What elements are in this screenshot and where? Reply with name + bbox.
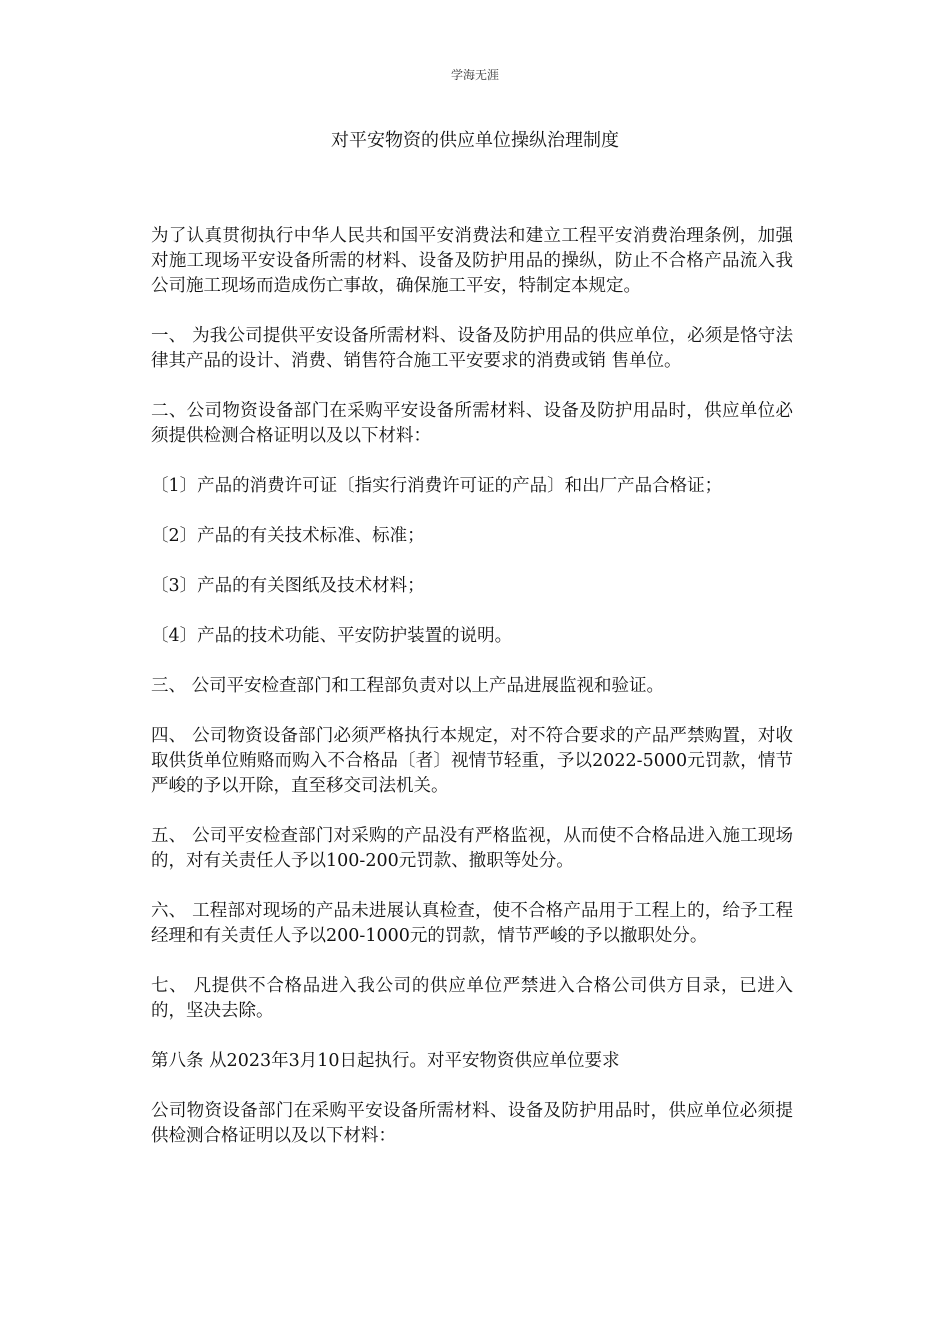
clause-2-item-4: 〔4〕产品的技术功能、平安防护装置的说明。 <box>151 626 513 646</box>
clause-2-item-3: 〔3〕产品的有关图纸及技术材料； <box>151 576 425 596</box>
document-body <box>151 224 793 1174</box>
clause-1: 一、 为我公司提供平安设备所需材料、设备及防护用品的供应单位，必须是恪守法律其产品的设计、消费、销售符合施工平安要求的消费或销 售单位。 <box>151 326 793 371</box>
document-title: 对平安物资的供应单位操纵治理制度 <box>331 130 619 151</box>
clause-3: 三、 公司平安检查部门和工程部负责对以上产品进展监视和验证。 <box>151 676 665 696</box>
clause-7: 七、 凡提供不合格品进入我公司的供应单位严禁进入合格公司供方目录，已进入的，坚决去除。 <box>151 976 793 1021</box>
clause-2-item-2: 〔2〕产品的有关技术标准、标准； <box>151 526 425 546</box>
clause-8: 第八条 从2023年3月10日起执行。对平安物资供应单位要求 <box>151 1051 620 1071</box>
page-header: 学海无涯 <box>450 68 499 82</box>
clause-2-item-1: 〔1〕产品的消费许可证〔指实行消费许可证的产品〕和出厂产品合格证； <box>151 476 723 496</box>
closing-paragraph: 公司物资设备部门在采购平安设备所需材料、设备及防护用品时，供应单位必须提供检测合格证明以及以下材料： <box>151 1101 793 1146</box>
clause-5: 五、 公司平安检查部门对采购的产品没有严格监视，从而使不合格品进入施工现场的，对有关责任人予以100-200元罚款、撤职等处分。 <box>151 826 793 871</box>
clause-4: 四、 公司物资设备部门必须严格执行本规定，对不符合要求的产品严禁购置，对收取供货单位贿赂而购入不合格品〔者〕视情节轻重，予以2022-5000元罚款，情节严峻的予以开除，直至移交司法机关。 <box>151 726 793 796</box>
clause-6: 六、 工程部对现场的产品未进展认真检查，使不合格产品用于工程上的，给予工程经理和有关责任人予以200-1000元的罚款，情节严峻的予以撤职处分。 <box>151 901 793 946</box>
intro-paragraph: 为了认真贯彻执行中华人民共和国平安消费法和建立工程平安消费治理条例，加强对施工现场平安设备所需的材料、设备及防护用品的操纵，防止不合格产品流入我公司施工现场而造成伤亡事故，确保施工平安，特制定本规定。 <box>151 226 793 296</box>
clause-2: 二、公司物资设备部门在采购平安设备所需材料、设备及防护用品时，供应单位必须提供检测合格证明以及以下材料： <box>151 401 793 446</box>
